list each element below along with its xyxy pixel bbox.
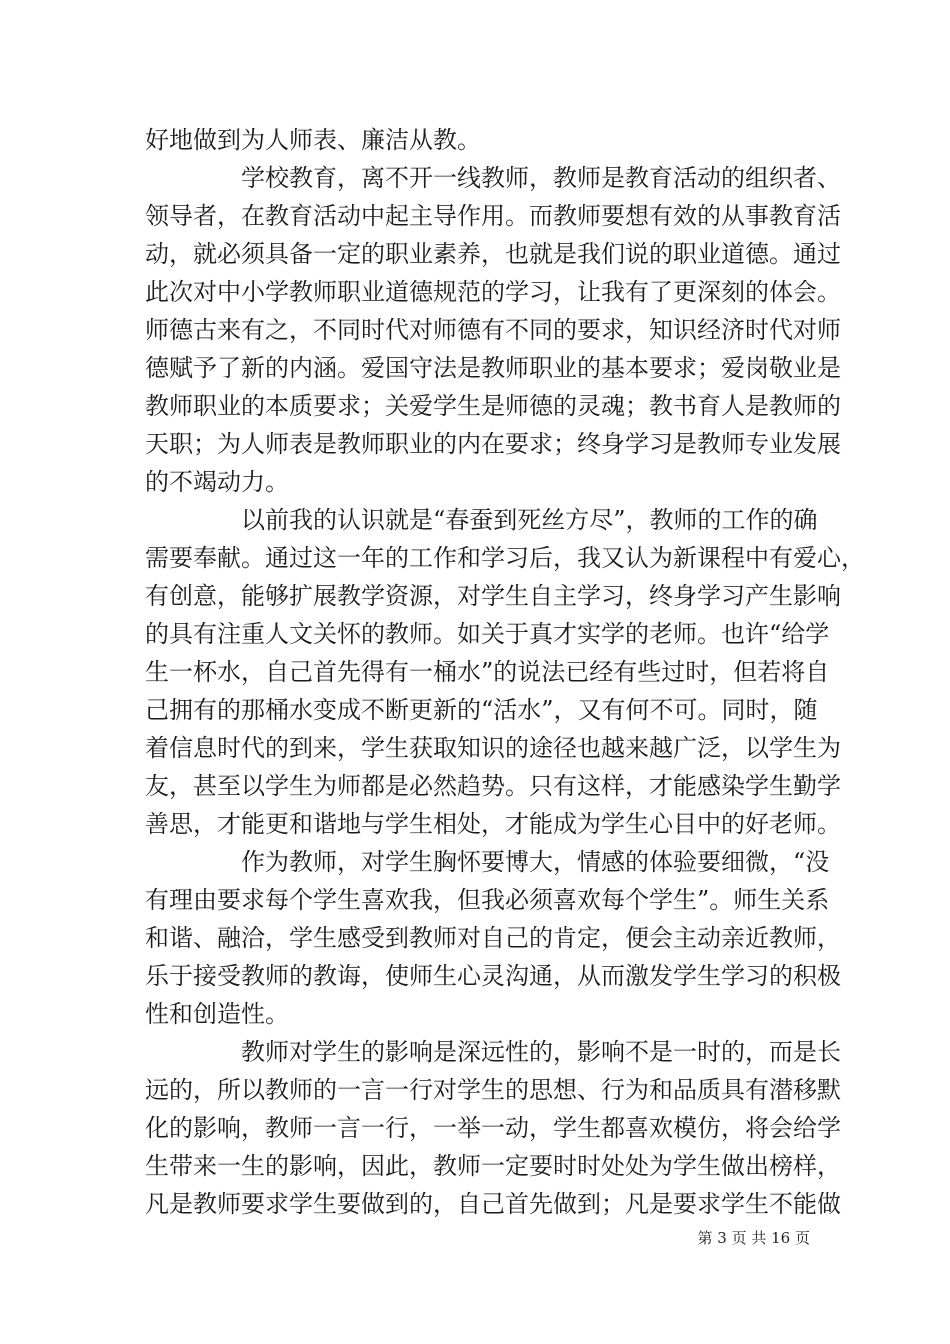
line-text: 好地做到为人师表、廉洁从教。 [145,126,481,154]
line-text: 的具有注重人文关怀的教师。如关于真才实学的老师。也许“给学 [145,620,830,648]
line-text: 性和创造性。 [145,1000,289,1028]
line-text: 学校教育，离不开一线教师，教师是教育活动的组织者、 [241,164,841,192]
line-text: 友，甚至以学生为师都是必然趋势。只有这样，才能感染学生勤学 [145,772,841,800]
line-text: 有理由要求每个学生喜欢我，但我必须喜欢每个学生”。师生关系 [145,886,830,914]
line-text: 生带来一生的影响，因此，教师一定要时时处处为学生做出榜样， [145,1152,841,1180]
line-text: 和谐、融洽，学生感受到教师对自己的肯定，便会主动亲近教师， [145,924,841,952]
line-text: 教师对学生的影响是深远性的，影响不是一时的，而是长 [241,1038,841,1066]
line-text: 以前我的认识就是“春蚕到死丝方尽”，教师的工作的确 [241,506,818,534]
line-text: 乐于接受教师的教诲，使师生心灵沟通，从而激发学生学习的积极 [145,962,841,990]
line-text: 生一杯水，自己首先得有一桶水”的说法已经有些过时，但若将自 [145,658,830,686]
line-text: 教师职业的本质要求；关爱学生是师德的灵魂；教书育人是教师的 [145,392,841,420]
line-text: 有创意，能够扩展教学资源，对学生自主学习，终身学习产生影响 [145,582,841,610]
line-text: 化的影响，教师一言一行，一举一动，学生都喜欢模仿，将会给学 [145,1114,841,1142]
line-text: 领导者，在教育活动中起主导作用。而教师要想有效的从事教育活 [145,202,841,230]
line-text: 动，就必须具备一定的职业素养，也就是我们说的职业道德。通过 [145,240,841,268]
line-text: 善思，才能更和谐地与学生相处，才能成为学生心目中的好老师。 [145,810,841,838]
line-text: 天职；为人师表是教师职业的内在要求；终身学习是教师专业发展 [145,430,841,458]
line-text: 的不竭动力。 [145,468,289,496]
line-text: 需要奉献。通过这一年的工作和学习后，我又认为新课程中有爱心， [145,544,865,572]
page-number: 第 3 页 共 16 页 [697,1229,810,1247]
line-text: 凡是教师要求学生要做到的，自己首先做到；凡是要求学生不能做 [145,1190,841,1218]
line-text: 作为教师，对学生胸怀要博大，情感的体验要细微，“没 [241,848,830,876]
line-text: 此次对中小学教师职业道德规范的学习，让我有了更深刻的体会。 [145,278,841,306]
line-text: 己拥有的那桶水变成不断更新的“活水”，又有何不可。同时，随 [145,696,818,724]
line-text: 着信息时代的到来，学生获取知识的途径也越来越广泛，以学生为 [145,734,841,762]
text-line [0,1182,950,1226]
line-text: 师德古来有之，不同时代对师德有不同的要求，知识经济时代对师 [145,316,841,344]
line-text: 德赋予了新的内涵。爱国守法是教师职业的基本要求；爱岗敬业是 [145,354,841,382]
line-text: 远的，所以教师的一言一行对学生的思想、行为和品质具有潜移默 [145,1076,841,1104]
